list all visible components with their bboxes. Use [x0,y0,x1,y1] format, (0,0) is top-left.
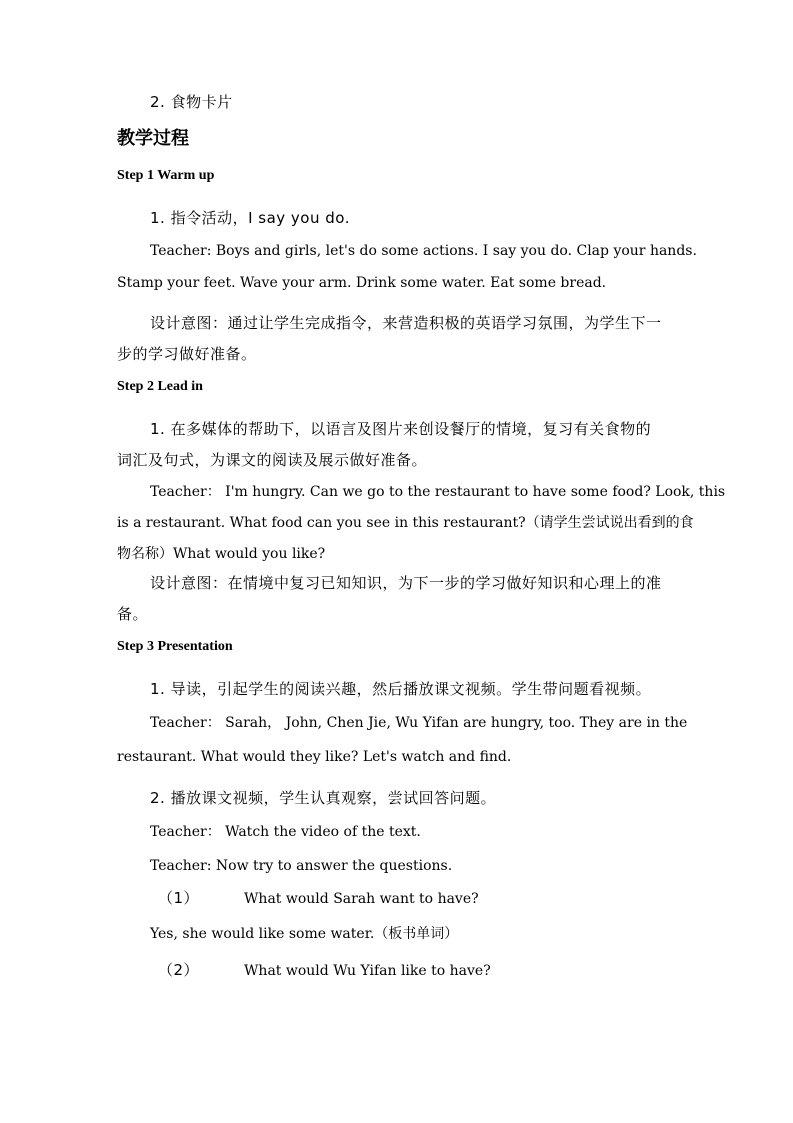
step-1-design-intent-line-1: 设计意图：通过让学生完成指令，来营造积极的英语学习氛围，为学生下一 [150,314,662,332]
question-2 [158,961,679,980]
step-3-teacher-line-1: Teacher： Sarah， John, Chen Jie, Wu Yifan are hungry, too. They are in the [150,715,688,731]
step-2-teacher-line-3: 物名称）What would you like? [117,546,326,562]
step-3-teacher-line-3: Teacher： Watch the video of the text. [150,824,421,840]
step-2-instruction-line-2: 词汇及句式，为课文的阅读及展示做好准备。 [117,451,428,469]
step-1-design-intent-line-2: 步的学习做好准备。 [117,345,257,363]
question-1-number: （1） [158,889,200,907]
question-1 [158,889,679,908]
step-2-heading: Step 2 Lead in [117,379,203,394]
step-2-design-intent-line-1: 设计意图：在情境中复习已知知识，为下一步的学习做好知识和心理上的准 [150,574,662,592]
step-2-design-intent-line-2: 备。 [117,605,149,623]
step-1-heading: Step 1 Warm up [117,168,215,183]
question-2-text: What would Wu Yifan like to have? [244,963,491,979]
question-2-number: （2） [158,961,200,979]
step-3-heading: Step 3 Presentation [117,639,233,654]
step-3-item-1: 1. 导读，引起学生的阅读兴趣，然后播放课文视频。学生带问题看视频。 [150,680,652,698]
step-2-teacher-line-2: is a restaurant. What food can you see in this restaurant?（请学生尝试说出看到的食 [117,515,694,531]
step-2-instruction-line-1: 1. 在多媒体的帮助下，以语言及图片来创设餐厅的情境，复习有关食物的 [150,420,652,438]
step-3-teacher-line-4: Teacher: Now try to answer the questions. [150,858,453,874]
answer-1: Yes, she would like some water.（板书单词） [150,926,459,942]
step-1-teacher-line-2: Stamp your feet. Wave your arm. Drink some water. Eat some bread. [117,275,607,291]
question-1-text: What would Sarah want to have? [244,891,479,907]
step-1-teacher-line-1: Teacher: Boys and girls, let's do some actions. I say you do. Clap your hands. [150,243,697,259]
section-heading-teaching-process: 教学过程 [117,128,189,149]
step-1-instruction: 1. 指令活动，I say you do. [150,209,350,227]
materials-item-2: 2. 食物卡片 [150,93,233,111]
step-3-item-2: 2. 播放课文视频，学生认真观察，尝试回答问题。 [150,789,497,807]
step-3-teacher-line-2: restaurant. What would they like? Let's watch and find. [117,749,512,765]
step-2-teacher-line-1: Teacher： I'm hungry. Can we go to the restaurant to have some food? Look, this [150,484,726,500]
